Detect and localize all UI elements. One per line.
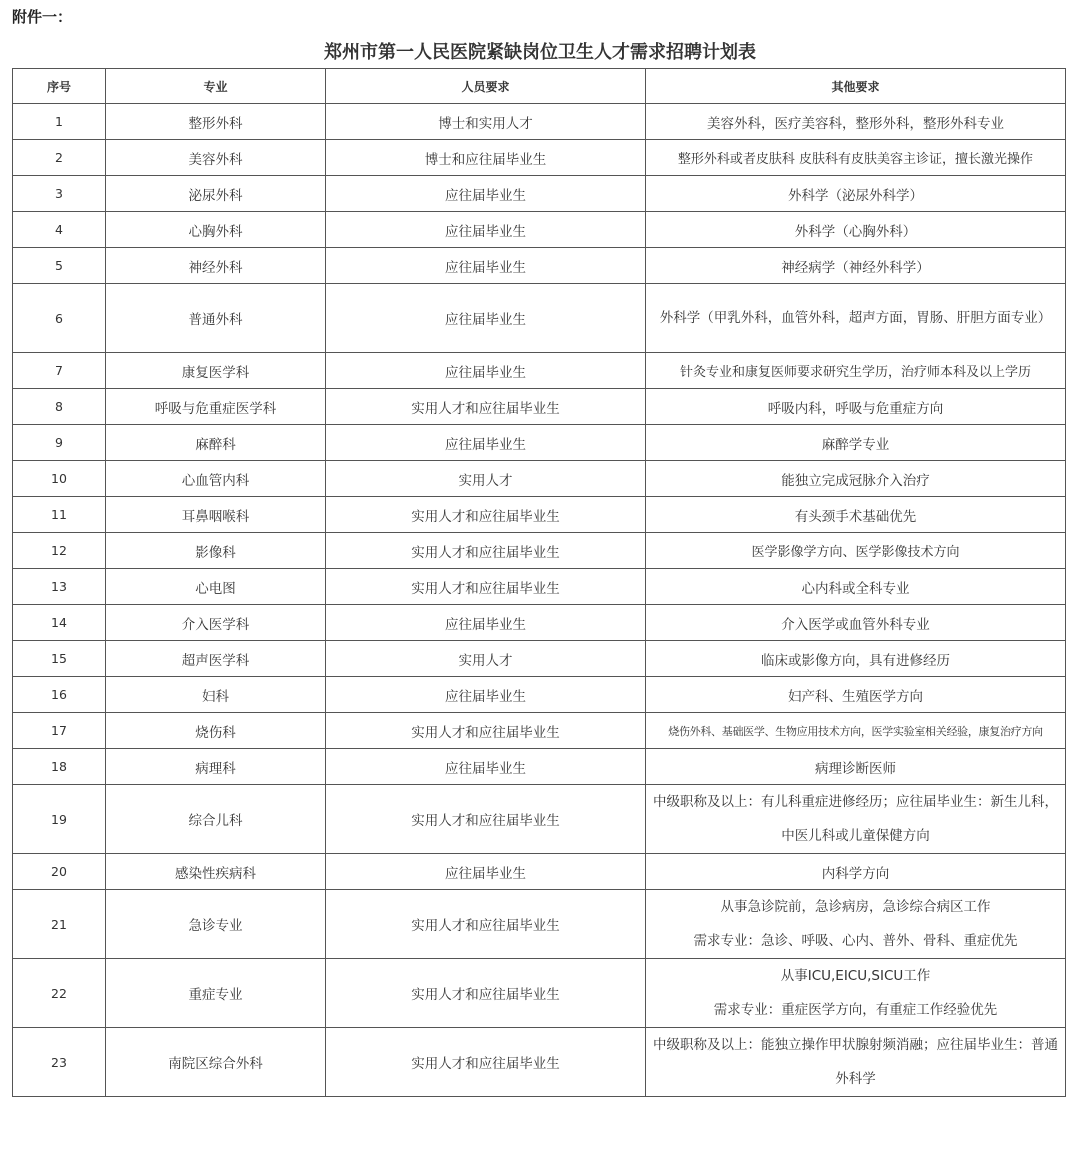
cell-personnel: 应往届毕业生 bbox=[326, 284, 646, 353]
cell-no: 9 bbox=[13, 425, 106, 461]
cell-no: 21 bbox=[13, 890, 106, 959]
cell-major: 介入医学科 bbox=[106, 605, 326, 641]
cell-personnel: 应往届毕业生 bbox=[326, 425, 646, 461]
cell-no: 2 bbox=[13, 140, 106, 176]
cell-other: 妇产科、生殖医学方向 bbox=[646, 677, 1066, 713]
cell-other: 针灸专业和康复医师要求研究生学历，治疗师本科及以上学历 bbox=[646, 353, 1066, 389]
table-row bbox=[13, 959, 1066, 1028]
cell-personnel: 应往届毕业生 bbox=[326, 212, 646, 248]
table-row bbox=[13, 425, 1066, 461]
cell-no: 10 bbox=[13, 461, 106, 497]
cell-no: 12 bbox=[13, 533, 106, 569]
cell-no: 23 bbox=[13, 1028, 106, 1097]
cell-major: 超声医学科 bbox=[106, 641, 326, 677]
attachment-label: 附件一： bbox=[12, 8, 73, 26]
cell-major: 烧伤科 bbox=[106, 713, 326, 749]
cell-personnel: 博士和应往届毕业生 bbox=[326, 140, 646, 176]
table-row bbox=[13, 284, 1066, 353]
cell-no: 7 bbox=[13, 353, 106, 389]
cell-other: 临床或影像方向，具有进修经历 bbox=[646, 641, 1066, 677]
cell-no: 8 bbox=[13, 389, 106, 425]
cell-major: 急诊专业 bbox=[106, 890, 326, 959]
recruitment-plan-table bbox=[12, 68, 1066, 1097]
table-row bbox=[13, 749, 1066, 785]
cell-other: 麻醉学专业 bbox=[646, 425, 1066, 461]
cell-other: 内科学方向 bbox=[646, 854, 1066, 890]
cell-other: 病理诊断医师 bbox=[646, 749, 1066, 785]
cell-other: 有头颈手术基础优先 bbox=[646, 497, 1066, 533]
cell-personnel: 应往届毕业生 bbox=[326, 677, 646, 713]
cell-no: 15 bbox=[13, 641, 106, 677]
cell-other: 医学影像学方向、医学影像技术方向 bbox=[646, 533, 1066, 569]
table-row bbox=[13, 176, 1066, 212]
cell-personnel: 实用人才和应往届毕业生 bbox=[326, 713, 646, 749]
page-title: 郑州市第一人民医院紧缺岗位卫生人才需求招聘计划表 bbox=[324, 42, 756, 63]
cell-major: 心血管内科 bbox=[106, 461, 326, 497]
cell-personnel: 应往届毕业生 bbox=[326, 605, 646, 641]
table-row bbox=[13, 1028, 1066, 1097]
table-row bbox=[13, 104, 1066, 140]
cell-other: 神经病学（神经外科学） bbox=[646, 248, 1066, 284]
column-header-major: 专业 bbox=[106, 69, 326, 104]
table-row bbox=[13, 677, 1066, 713]
cell-no: 20 bbox=[13, 854, 106, 890]
cell-other: 外科学（甲乳外科，血管外科，超声方面，胃肠、肝胆方面专业） bbox=[646, 284, 1066, 353]
cell-personnel: 实用人才 bbox=[326, 461, 646, 497]
cell-other bbox=[646, 959, 1066, 1028]
table-row bbox=[13, 497, 1066, 533]
table-row bbox=[13, 605, 1066, 641]
table-row bbox=[13, 140, 1066, 176]
table-row bbox=[13, 353, 1066, 389]
cell-major: 病理科 bbox=[106, 749, 326, 785]
table-row bbox=[13, 212, 1066, 248]
cell-major: 感染性疾病科 bbox=[106, 854, 326, 890]
cell-no: 3 bbox=[13, 176, 106, 212]
cell-no: 5 bbox=[13, 248, 106, 284]
cell-major: 麻醉科 bbox=[106, 425, 326, 461]
cell-major: 神经外科 bbox=[106, 248, 326, 284]
cell-other: 心内科或全科专业 bbox=[646, 569, 1066, 605]
cell-personnel: 实用人才和应往届毕业生 bbox=[326, 389, 646, 425]
cell-personnel: 实用人才 bbox=[326, 641, 646, 677]
cell-major: 美容外科 bbox=[106, 140, 326, 176]
cell-no: 14 bbox=[13, 605, 106, 641]
cell-major: 重症专业 bbox=[106, 959, 326, 1028]
cell-major: 综合儿科 bbox=[106, 785, 326, 854]
cell-personnel: 应往届毕业生 bbox=[326, 749, 646, 785]
cell-other: 外科学（心胸外科） bbox=[646, 212, 1066, 248]
cell-no: 13 bbox=[13, 569, 106, 605]
cell-major: 影像科 bbox=[106, 533, 326, 569]
table-row bbox=[13, 389, 1066, 425]
cell-other: 美容外科，医疗美容科，整形外科，整形外科专业 bbox=[646, 104, 1066, 140]
cell-major: 呼吸与危重症医学科 bbox=[106, 389, 326, 425]
cell-no: 11 bbox=[13, 497, 106, 533]
cell-other: 外科学（泌尿外科学） bbox=[646, 176, 1066, 212]
cell-personnel: 应往届毕业生 bbox=[326, 353, 646, 389]
cell-personnel: 博士和实用人才 bbox=[326, 104, 646, 140]
cell-major: 心电图 bbox=[106, 569, 326, 605]
cell-personnel: 应往届毕业生 bbox=[326, 854, 646, 890]
cell-personnel: 应往届毕业生 bbox=[326, 176, 646, 212]
cell-other: 中级职称及以上：能独立操作甲状腺射频消融；应往届毕业生：普通外科学 bbox=[646, 1028, 1066, 1097]
cell-other: 中级职称及以上：有儿科重症进修经历；应往届毕业生：新生儿科，中医儿科或儿童保健方向 bbox=[646, 785, 1066, 854]
cell-personnel: 实用人才和应往届毕业生 bbox=[326, 890, 646, 959]
table-row bbox=[13, 248, 1066, 284]
cell-major: 妇科 bbox=[106, 677, 326, 713]
cell-no: 16 bbox=[13, 677, 106, 713]
cell-other-line: 需求专业：重症医学方向，有重症工作经验优先 bbox=[713, 1002, 998, 1018]
cell-personnel: 实用人才和应往届毕业生 bbox=[326, 497, 646, 533]
table-row bbox=[13, 854, 1066, 890]
cell-personnel: 实用人才和应往届毕业生 bbox=[326, 569, 646, 605]
cell-other: 能独立完成冠脉介入治疗 bbox=[646, 461, 1066, 497]
cell-other-line: 需求专业：急诊、呼吸、心内、普外、骨科、重症优先 bbox=[693, 933, 1018, 949]
cell-no: 17 bbox=[13, 713, 106, 749]
table-row bbox=[13, 713, 1066, 749]
table-row bbox=[13, 785, 1066, 854]
cell-other: 介入医学或血管外科专业 bbox=[646, 605, 1066, 641]
cell-other: 烧伤外科、基础医学、生物应用技术方向，医学实验室相关经验，康复治疗方向 bbox=[646, 713, 1066, 749]
cell-no: 1 bbox=[13, 104, 106, 140]
cell-major: 心胸外科 bbox=[106, 212, 326, 248]
table-row bbox=[13, 533, 1066, 569]
table-row bbox=[13, 641, 1066, 677]
cell-other: 呼吸内科，呼吸与危重症方向 bbox=[646, 389, 1066, 425]
cell-personnel: 应往届毕业生 bbox=[326, 248, 646, 284]
table-row bbox=[13, 890, 1066, 959]
cell-no: 4 bbox=[13, 212, 106, 248]
cell-personnel: 实用人才和应往届毕业生 bbox=[326, 533, 646, 569]
cell-personnel: 实用人才和应往届毕业生 bbox=[326, 785, 646, 854]
cell-no: 6 bbox=[13, 284, 106, 353]
cell-personnel: 实用人才和应往届毕业生 bbox=[326, 959, 646, 1028]
cell-major: 普通外科 bbox=[106, 284, 326, 353]
cell-major: 整形外科 bbox=[106, 104, 326, 140]
cell-major: 泌尿外科 bbox=[106, 176, 326, 212]
column-header-other: 其他要求 bbox=[646, 69, 1066, 104]
cell-no: 22 bbox=[13, 959, 106, 1028]
cell-other-line: 从事ICU,EICU,SICU工作 bbox=[780, 968, 931, 984]
cell-other bbox=[646, 890, 1066, 959]
table-row bbox=[13, 461, 1066, 497]
cell-other-line: 从事急诊院前，急诊病房，急诊综合病区工作 bbox=[720, 899, 991, 915]
cell-personnel: 实用人才和应往届毕业生 bbox=[326, 1028, 646, 1097]
cell-major: 耳鼻咽喉科 bbox=[106, 497, 326, 533]
cell-major: 康复医学科 bbox=[106, 353, 326, 389]
column-header-personnel: 人员要求 bbox=[326, 69, 646, 104]
cell-no: 19 bbox=[13, 785, 106, 854]
cell-no: 18 bbox=[13, 749, 106, 785]
table-header-row bbox=[13, 69, 1066, 104]
cell-major: 南院区综合外科 bbox=[106, 1028, 326, 1097]
table-row bbox=[13, 569, 1066, 605]
column-header-no: 序号 bbox=[13, 69, 106, 104]
cell-other: 整形外科或者皮肤科 皮肤科有皮肤美容主诊证，擅长激光操作 bbox=[646, 140, 1066, 176]
